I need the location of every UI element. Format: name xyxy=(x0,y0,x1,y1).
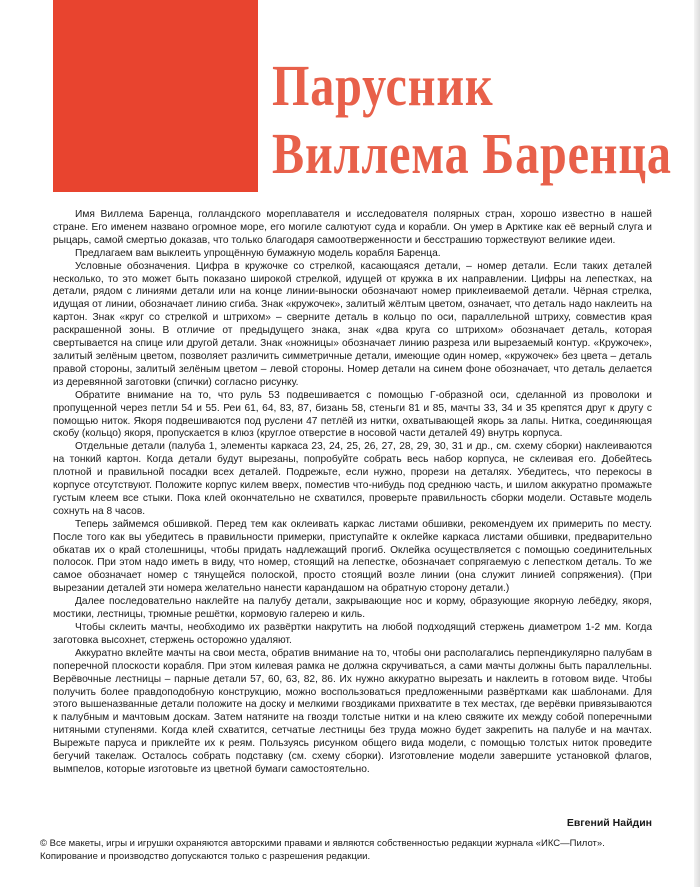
article-title xyxy=(272,52,672,188)
paragraph-offer: Предлагаем вам выклеить упрощённую бумажную модель корабля Баренца. xyxy=(75,247,441,259)
author-name: Евгений Найдин xyxy=(566,817,652,829)
red-accent-block xyxy=(53,0,258,192)
page-edge-shadow xyxy=(694,0,700,887)
title-line-1: Парусник xyxy=(272,53,494,118)
article-body xyxy=(53,209,652,777)
paragraph-hull: Отдельные детали (палуба 1, элементы каркаса 23, 24, 25, 26, 27, 28, 29, 30, 31 и др., см. схему сборки) наклеиваются на тонкий картон. Когда детали будут вырезаны, попробуйте собрать весь набор корпуса, не склеивая его. Добейтесь плотной и правильной посадки всех деталей. Подрежьте, если нужно, прорези на деталях. Убедитесь, что перекосы в корпусе отсутствуют. Положите корпус килем вверх, поместив что-нибудь под среднюю часть, и шилом аккуратно промажьте густым клеем все стыки. Пока клей окончательно не схватился, проверьте правильность сборки модели. Оставьте модель сохнуть на 8 часов. xyxy=(53,441,652,517)
copyright-footer xyxy=(40,838,640,863)
copyright-line-1: © Все макеты, игры и игрушки охраняются авторскими правами и являются собственностью редакции журнала «ИКС—Пилот». xyxy=(40,838,605,849)
paragraph-deck: Далее последовательно наклейте на палубу детали, закрывающие нос и корму, образующие якорную лебёдку, якоря, мостики, лестницы, трюмные решётки, кормовую галерею и киль. xyxy=(53,596,652,621)
paragraph-rudder: Обратите внимание на то, что руль 53 подвешивается с помощью Г-образной оси, сделанной из проволоки и пропущенной через петли 54 и 55. Реи 61, 64, 83, 87, бизань 58, стеньги 81 и 85, мачты 33, 34 и 35 крепятся друг к другу с помощью ниток. Якоря подвешиваются под руслени 47 петлёй из нитки, охватывающей якорь за лапы. Нитка, соединяющая скобу (кольцо) якоря, пропускается в клюз (круглое отверстие в носовой части деталей 49) внутрь корпуса. xyxy=(53,389,652,440)
paragraph-legend: Условные обозначения. Цифра в кружочке со стрелкой, касающаяся детали, – номер детали. Если таких деталей несколько, то это может быть показано широкой стрелкой, идущей от кружка в их направлении. Цифры на лепестках, на детали, рядом с линиями детали или на конце линии-выноски обозначают номер приклеиваемой детали. Чёрная стрелка, идущая от линии, обозначает линию сгиба. Знак «кружочек», залитый жёлтым цветом, означает, что деталь надо наклеить на картон. Знак «круг со стрелкой и штрихом» – сверните деталь в кольцо по оси, параллельной штриху, совместив края раскрашенной зоны. В отличие от предыдущего знака, знак «два круга со штрихом» обозначает деталь, которая свертывается на спице или другой детали. Знак «ножницы» обозначает линию разреза или вырезаемый контур. «Кружочек», залитый зелёным цветом, позволяет различить симметричные детали, имеющие один номер, «кружочек» без цвета – деталь правой стороны, залитый зелёным цветом – левой стороны. Номер детали на синем фоне обозначает, что деталь делается из деревянной заготовки (спички) согласно рисунку. xyxy=(53,260,652,388)
paragraph-intro: Имя Виллема Баренца, голландского мореплавателя и исследователя полярных стран, хорошо известно в нашей стране. Его именем названо огромное море, его могиле салютуют суда и корабли. Он умер в Арктике как её верный слуга и рыцарь, самой смертью доказав, что только благодаря самоотверженности и бесстрашию торжествуют великие идеи. xyxy=(53,209,652,246)
copyright-line-2: Копирование и производство допускаются только с разрешения редакции. xyxy=(40,850,371,862)
paragraph-masts: Чтобы склеить мачты, необходимо их развёртки накрутить на любой подходящий стержень диаметром 1-2 мм. Когда заготовка высохнет, стержень осторожно удаляют. xyxy=(53,622,652,646)
title-line-2: Виллема Баренца xyxy=(272,121,672,186)
paragraph-planking: Теперь займемся обшивкой. Перед тем как оклеивать каркас листами обшивки, рекомендуем их примерить по месту. После того как вы убедитесь в правильности примерки, приступайте к оклейке каркаса листами обшивки, предварительно обкатав их о край столешницы, чтобы придать надлежащий прогиб. Оклейка осуществляется с помощью соединительных полосок. При этом надо иметь в виду, что номер, стоящий на лепестке, обозначает сопрягаемую с лепестком деталь. То же самое обозначает номер с тянущейся полоской, просто стоящий возле линии (она служит линией сопряжения). (При вырезании деталей эти номера желательно нанести карандашом на обратную сторону детали.) xyxy=(53,518,652,595)
paragraph-rigging: Аккуратно вклейте мачты на свои места, обратив внимание на то, чтобы они располагались перпендикулярно палубам в поперечной плоскости корабля. При этом килевая рамка не должна скручиваться, а сами мачты должны быть параллельны. Верёвочные лестницы – парные детали 57, 60, 63, 82, 86. Их нужно аккуратно вырезать и наклеить в готовом виде. Чтобы получить более правдоподобную конструкцию, можно воспользоваться предложенными развёртками как шаблонами. Для этого вышеназванные детали положите на доску и мелкими гвоздиками прихватите в тех местах, где верёвки привязываются к палубным и мачтовым доскам. Затем натяните на гвозди толстые нитки и на клею свяжите их между собой поперечными нитяными ступенями. Когда клей схватится, сетчатые лестницы без труда можно будет закрепить на палубе и на мачтах. Вырежьте паруса и приклейте их к реям. Пользуясь рисунком общего вида модели, с помощью толстых ниток проведите бегучий такелаж. Осталось собрать подставку (см. схему сборки). Изготовление модели завершите установкой флагов, вымпелов, которые изготовьте из цветной бумаги самостоятельно. xyxy=(53,647,652,775)
